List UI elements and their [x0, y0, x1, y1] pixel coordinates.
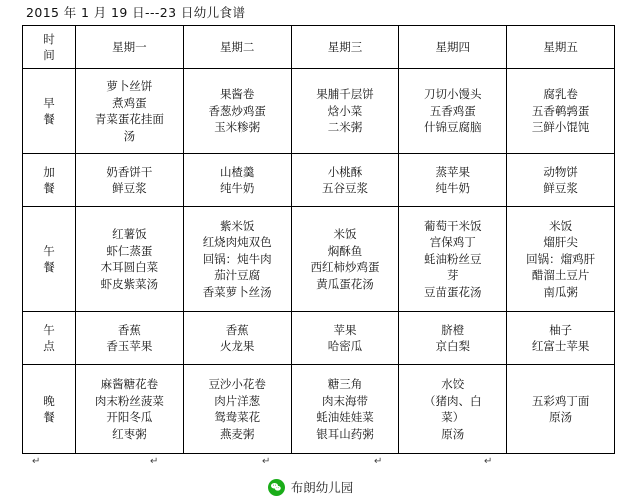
cell-breakfast-monday: 萝卜丝饼 煮鸡蛋 青菜蛋花挂面 汤 — [76, 69, 184, 154]
pilcrow-mark: ↵ — [32, 456, 41, 467]
cell-afternoon-snack-thursday: 脐橙 京白梨 — [399, 312, 507, 365]
cell-breakfast-wednesday: 果脯千层饼 焓小菜 二米粥 — [291, 69, 399, 154]
cell-afternoon-snack-wednesday: 苹果 哈密瓜 — [291, 312, 399, 365]
row-header-breakfast: 早 餐 — [23, 69, 76, 154]
column-header-tuesday: 星期二 — [183, 26, 291, 69]
column-header-monday: 星期一 — [76, 26, 184, 69]
footer-brand-label: 布朗幼儿园 — [290, 480, 354, 495]
wechat-icon — [268, 479, 285, 496]
cell-dinner-tuesday: 豆沙小花卷 肉片洋葱 鸳鸯菜花 燕麦粥 — [183, 365, 291, 454]
table-row — [23, 154, 615, 207]
column-header-thursday: 星期四 — [399, 26, 507, 69]
pilcrow-mark: ↵ — [150, 456, 159, 467]
cell-lunch-thursday: 葡萄干米饭 宫保鸡丁 蚝油粉丝豆 芽 豆苗蛋花汤 — [399, 207, 507, 312]
pilcrow-mark: ↵ — [374, 456, 383, 467]
cell-dinner-wednesday: 糖三角 肉末海带 蚝油娃娃菜 银耳山药粥 — [291, 365, 399, 454]
column-header-wednesday: 星期三 — [291, 26, 399, 69]
footer — [0, 478, 621, 497]
table-corner-cell — [23, 26, 76, 69]
row-header-morning-snack: 加 餐 — [23, 154, 76, 207]
cell-breakfast-tuesday: 果酱卷 香葱炒鸡蛋 玉米糁粥 — [183, 69, 291, 154]
cell-lunch-friday: 米饭 熘肝尖 回锅：熘鸡肝 醋溜土豆片 南瓜粥 — [507, 207, 615, 312]
cell-dinner-friday: 五彩鸡丁面 原汤 — [507, 365, 615, 454]
menu-table — [22, 25, 615, 454]
cell-morning-snack-friday: 动物饼 鲜豆浆 — [507, 154, 615, 207]
cell-breakfast-thursday: 刀切小馒头 五香鸡蛋 什锦豆腐脑 — [399, 69, 507, 154]
cell-morning-snack-tuesday: 山楂羹 纯牛奶 — [183, 154, 291, 207]
table-row — [23, 365, 615, 454]
cell-breakfast-friday: 腐乳卷 五香鹌鹑蛋 三鲜小馄饨 — [507, 69, 615, 154]
cell-lunch-tuesday: 紫米饭 红烧肉炖双色 回锅：炖牛肉 茄汁豆腐 香菜萝卜丝汤 — [183, 207, 291, 312]
cell-morning-snack-monday: 奶香饼干 鲜豆浆 — [76, 154, 184, 207]
table-row — [23, 312, 615, 365]
pilcrow-mark: ↵ — [262, 456, 271, 467]
table-row — [23, 69, 615, 154]
paragraph-marks-row — [22, 454, 615, 468]
cell-morning-snack-thursday: 蒸苹果 纯牛奶 — [399, 154, 507, 207]
page-title: 2015 年 1 月 19 日---23 日幼儿食谱 — [26, 5, 246, 20]
cell-morning-snack-wednesday: 小桃酥 五谷豆浆 — [291, 154, 399, 207]
column-header-friday: 星期五 — [507, 26, 615, 69]
table-row — [23, 207, 615, 312]
cell-lunch-wednesday: 米饭 焖酥鱼 西红柿炒鸡蛋 黄瓜蛋花汤 — [291, 207, 399, 312]
cell-dinner-thursday: 水饺 （猪肉、白 菜） 原汤 — [399, 365, 507, 454]
corner-label: 时 间 — [43, 31, 55, 62]
row-header-dinner: 晚 餐 — [23, 365, 76, 454]
wechat-account[interactable] — [268, 478, 354, 496]
pilcrow-mark: ↵ — [484, 456, 493, 467]
menu-table-body — [23, 26, 615, 454]
cell-afternoon-snack-monday: 香蕉 香玉苹果 — [76, 312, 184, 365]
row-header-afternoon-snack: 午 点 — [23, 312, 76, 365]
row-header-lunch: 午 餐 — [23, 207, 76, 312]
cell-afternoon-snack-tuesday: 香蕉 火龙果 — [183, 312, 291, 365]
cell-afternoon-snack-friday: 柚子 红富士苹果 — [507, 312, 615, 365]
table-header-row — [23, 26, 615, 69]
cell-lunch-monday: 红薯饭 虾仁蒸蛋 木耳圆白菜 虾皮紫菜汤 — [76, 207, 184, 312]
cell-dinner-monday: 麻酱糖花卷 肉末粉丝菠菜 开阳冬瓜 红枣粥 — [76, 365, 184, 454]
